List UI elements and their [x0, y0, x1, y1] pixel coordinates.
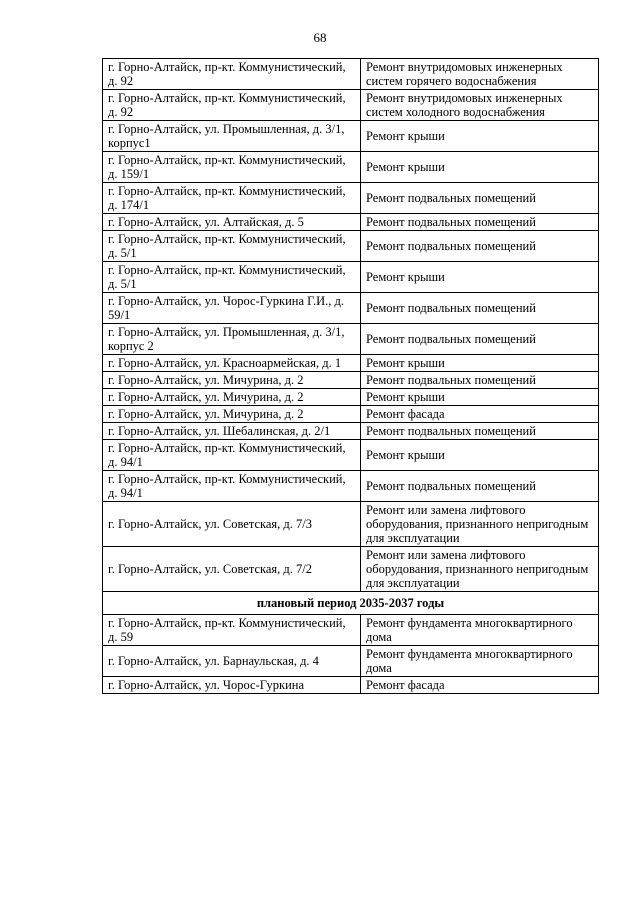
table-row	[103, 90, 599, 121]
work-type-cell: Ремонт подвальных помещений	[361, 471, 599, 502]
table-row	[103, 372, 599, 389]
work-type-cell: Ремонт фундамента многоквартирного дома	[361, 615, 599, 646]
work-type-cell: Ремонт крыши	[361, 355, 599, 372]
table-row	[103, 293, 599, 324]
address-cell: г. Горно-Алтайск, ул. Советская, д. 7/2	[103, 547, 361, 592]
work-type-cell: Ремонт внутридомовых инженерных систем холодного водоснабжения	[361, 90, 599, 121]
table-row	[103, 677, 599, 694]
table-row	[103, 440, 599, 471]
table-body-current	[103, 59, 599, 592]
work-type-cell: Ремонт подвальных помещений	[361, 423, 599, 440]
address-cell: г. Горно-Алтайск, пр-кт. Коммунистический, д. 59	[103, 615, 361, 646]
table-row	[103, 152, 599, 183]
address-cell: г. Горно-Алтайск, ул. Промышленная, д. 3/1, корпус 2	[103, 324, 361, 355]
table-row	[103, 423, 599, 440]
work-type-cell: Ремонт крыши	[361, 121, 599, 152]
table-row	[103, 502, 599, 547]
work-type-cell: Ремонт крыши	[361, 440, 599, 471]
table-row	[103, 646, 599, 677]
table-body-planned	[103, 615, 599, 694]
address-cell: г. Горно-Алтайск, ул. Мичурина, д. 2	[103, 372, 361, 389]
address-cell: г. Горно-Алтайск, пр-кт. Коммунистический, д. 94/1	[103, 440, 361, 471]
table-row	[103, 406, 599, 423]
table-row	[103, 547, 599, 592]
work-type-cell: Ремонт подвальных помещений	[361, 324, 599, 355]
table-row	[103, 121, 599, 152]
address-cell: г. Горно-Алтайск, ул. Мичурина, д. 2	[103, 389, 361, 406]
repair-schedule-table	[102, 58, 599, 694]
address-cell: г. Горно-Алтайск, ул. Советская, д. 7/3	[103, 502, 361, 547]
work-type-cell: Ремонт фундамента многоквартирного дома	[361, 646, 599, 677]
address-cell: г. Горно-Алтайск, пр-кт. Коммунистический, д. 174/1	[103, 183, 361, 214]
section-header-row	[103, 592, 599, 615]
address-cell: г. Горно-Алтайск, ул. Промышленная, д. 3/1, корпус1	[103, 121, 361, 152]
section-title: плановый период 2035-2037 годы	[103, 592, 599, 615]
work-type-cell: Ремонт подвальных помещений	[361, 293, 599, 324]
table-row	[103, 59, 599, 90]
table-row	[103, 615, 599, 646]
work-type-cell: Ремонт внутридомовых инженерных систем горячего водоснабжения	[361, 59, 599, 90]
work-type-cell: Ремонт крыши	[361, 262, 599, 293]
work-type-cell: Ремонт фасада	[361, 677, 599, 694]
work-type-cell: Ремонт подвальных помещений	[361, 214, 599, 231]
work-type-cell: Ремонт или замена лифтового оборудования, признанного непригодным для эксплуатации	[361, 502, 599, 547]
address-cell: г. Горно-Алтайск, пр-кт. Коммунистический, д. 92	[103, 90, 361, 121]
table-row	[103, 389, 599, 406]
work-type-cell: Ремонт крыши	[361, 152, 599, 183]
address-cell: г. Горно-Алтайск, пр-кт. Коммунистический, д. 94/1	[103, 471, 361, 502]
table-row	[103, 231, 599, 262]
table-row	[103, 183, 599, 214]
address-cell: г. Горно-Алтайск, ул. Мичурина, д. 2	[103, 406, 361, 423]
address-cell: г. Горно-Алтайск, пр-кт. Коммунистический, д. 5/1	[103, 231, 361, 262]
work-type-cell: Ремонт подвальных помещений	[361, 372, 599, 389]
work-type-cell: Ремонт подвальных помещений	[361, 231, 599, 262]
work-type-cell: Ремонт или замена лифтового оборудования, признанного непригодным для эксплуатации	[361, 547, 599, 592]
address-cell: г. Горно-Алтайск, ул. Алтайская, д. 5	[103, 214, 361, 231]
address-cell: г. Горно-Алтайск, пр-кт. Коммунистический, д. 159/1	[103, 152, 361, 183]
address-cell: г. Горно-Алтайск, ул. Красноармейская, д. 1	[103, 355, 361, 372]
table-row	[103, 471, 599, 502]
address-cell: г. Горно-Алтайск, ул. Чорос-Гуркина Г.И., д. 59/1	[103, 293, 361, 324]
address-cell: г. Горно-Алтайск, пр-кт. Коммунистический, д. 5/1	[103, 262, 361, 293]
table-row	[103, 214, 599, 231]
address-cell: г. Горно-Алтайск, пр-кт. Коммунистический, д. 92	[103, 59, 361, 90]
address-cell: г. Горно-Алтайск, ул. Чорос-Гуркина	[103, 677, 361, 694]
table-body-section	[103, 592, 599, 615]
work-type-cell: Ремонт фасада	[361, 406, 599, 423]
page-number: 68	[313, 30, 327, 45]
work-type-cell: Ремонт крыши	[361, 389, 599, 406]
work-type-cell: Ремонт подвальных помещений	[361, 183, 599, 214]
table-row	[103, 262, 599, 293]
table-row	[103, 355, 599, 372]
table-row	[103, 324, 599, 355]
address-cell: г. Горно-Алтайск, ул. Шебалинская, д. 2/1	[103, 423, 361, 440]
address-cell: г. Горно-Алтайск, ул. Барнаульская, д. 4	[103, 646, 361, 677]
